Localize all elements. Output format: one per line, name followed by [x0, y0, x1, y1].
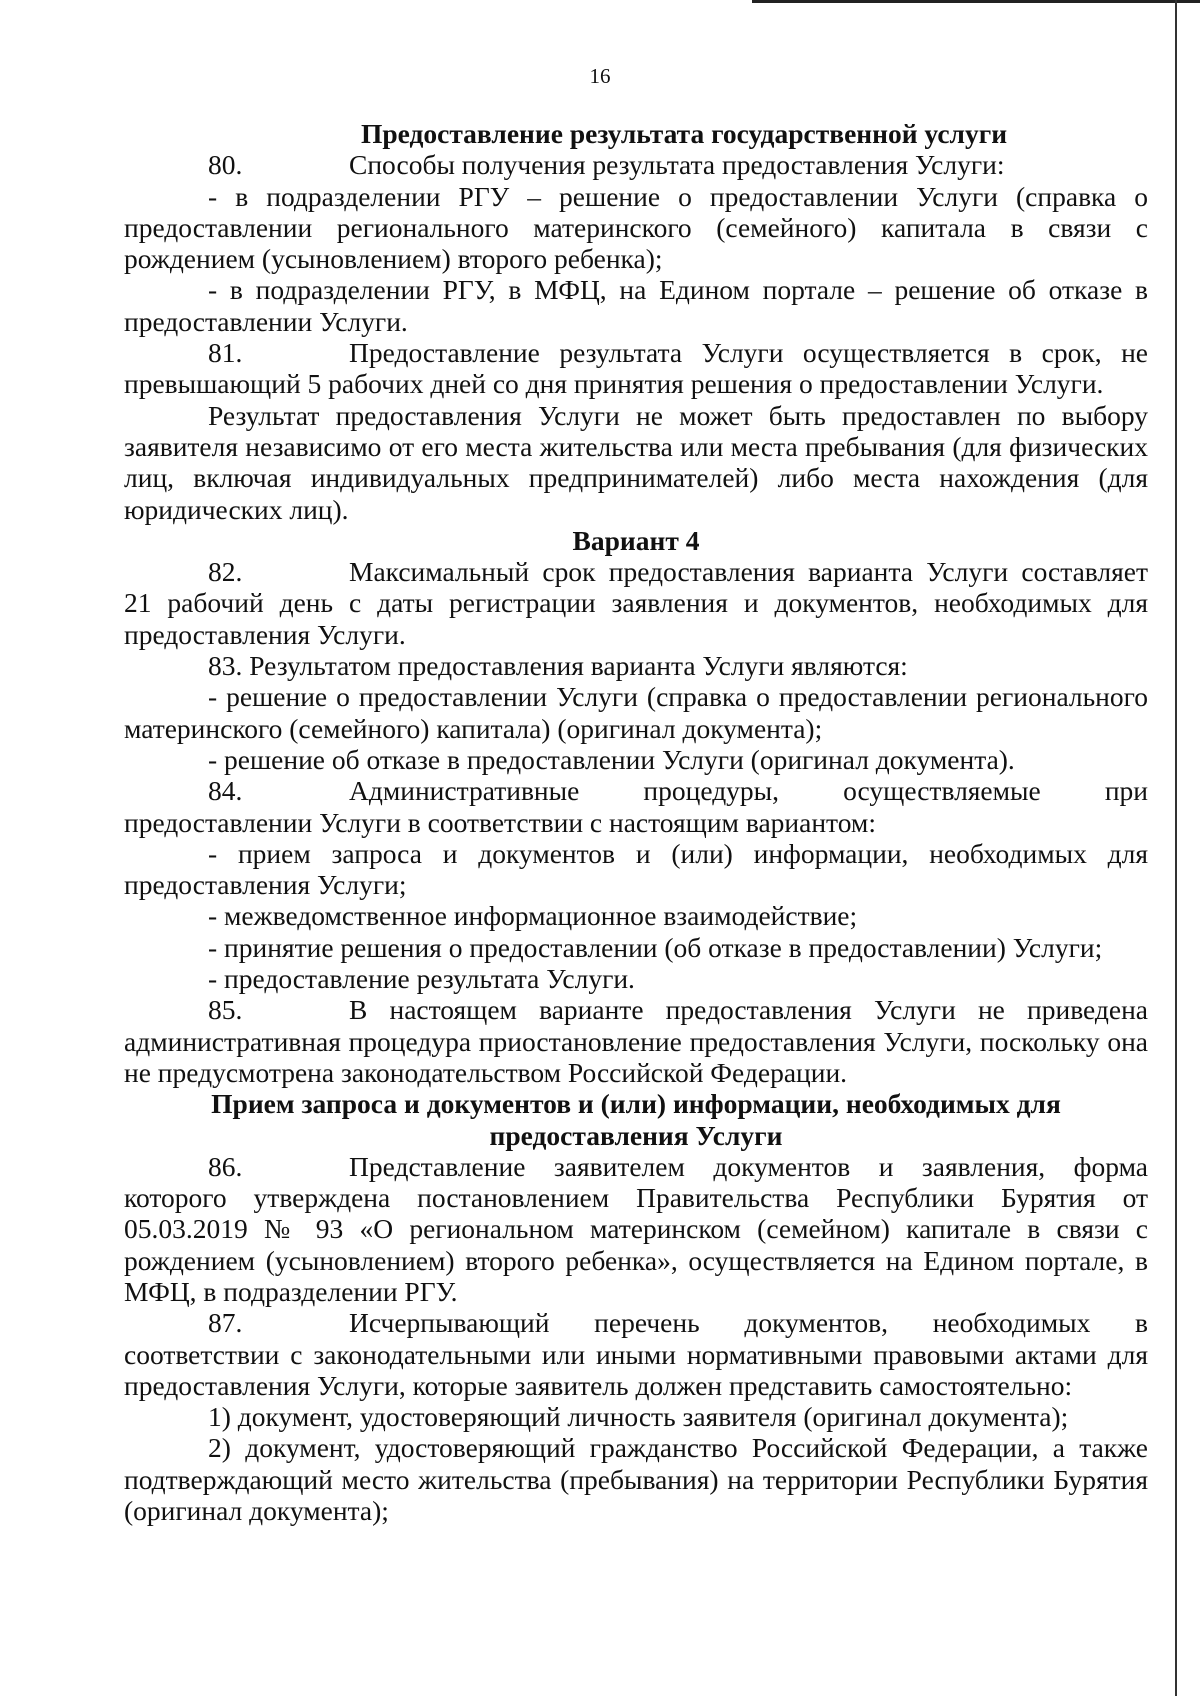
paragraph-number: 86.: [208, 1150, 243, 1182]
paragraph: - предоставление результата Услуги.: [208, 963, 635, 995]
numbered-paragraph: [124, 1307, 1148, 1401]
scan-border-top: [752, 0, 1200, 3]
section-heading: Предоставление результата государственной услуги: [360, 118, 1008, 149]
paragraph: Результат предоставления Услуги не может быть предоставлен по выбору заявителя независимо от его места жительства или места пребывания (для физических лиц, включая индивидуальных предпринимателей) либо места нахождения (для юридических лиц).: [124, 399, 1148, 525]
paragraph: 1) документ, удостоверяющий личность заявителя (оригинал документа);: [208, 1401, 1069, 1433]
paragraph-text: Исчерпывающий перечень документов, необходимых в соответствии с законодательными или иными нормативными правовыми актами для предоставления Услуги, которые заявитель должен представить самостоятельно:: [124, 1307, 1148, 1401]
numbered-paragraph: [124, 775, 1148, 838]
paragraph-text: В настоящем варианте предоставления Услуги не приведена административная процедура приостановление предоставления Услуги, поскольку она не предусмотрена законодательством Российской Федерации.: [124, 994, 1148, 1088]
paragraph-number: 84.: [208, 775, 243, 807]
paragraph: 2) документ, удостоверяющий гражданство Российской Федерации, а также подтверждающий место жительства (пребывания) на территории Республики Бурятия (оригинал документа);: [124, 1432, 1148, 1527]
numbered-paragraph: [124, 337, 1148, 400]
paragraph-number: 81.: [208, 337, 243, 369]
paragraph-text: Способы получения результата предоставления Услуги:: [349, 149, 1005, 181]
paragraph: - межведомственное информационное взаимодействие;: [208, 900, 858, 932]
paragraph: - прием запроса и документов и (или) информации, необходимых для предоставления Услуги;: [124, 837, 1148, 901]
numbered-paragraph: [124, 1151, 1148, 1307]
paragraph-text: Представление заявителем документов и заявления, форма которого утверждена постановлением Правительства Республики Бурятия от 05.03.2019 № 93 «О региональном материнском (семейном) капитале в связи с рождением (усыновлением) второго ребенка», осуществляется на Едином портале, в МФЦ, в подразделении РГУ.: [124, 1150, 1148, 1307]
numbered-paragraph: [124, 994, 1148, 1088]
section-heading: Прием запроса и документов и (или) информации, необходимых для предоставления Услуги: [211, 1088, 1061, 1151]
paragraph-text: Предоставление результата Услуги осуществляется в срок, не превышающий 5 рабочих дней со дня принятия решения о предоставлении Услуги.: [124, 337, 1148, 400]
paragraph-number: 82.: [208, 556, 243, 588]
paragraph: - решение об отказе в предоставлении Услуги (оригинал документа).: [208, 743, 1015, 775]
paragraph-number: 80.: [208, 149, 243, 181]
paragraph-number: 87.: [208, 1307, 243, 1339]
paragraph: - в подразделении РГУ – решение о предоставлении Услуги (справка о предоставлении регионального материнского (семейного) капитала в связи с рождением (усыновлением) второго ребенка);: [124, 180, 1148, 275]
paragraph-text: Максимальный срок предоставления варианта Услуги составляет 21 рабочий день с даты регистрации заявления и документов, необходимых для предоставления Услуги.: [124, 556, 1148, 650]
document-body: [124, 118, 1148, 1526]
paragraph: - решение о предоставлении Услуги (справка о предоставлении регионального материнского (семейного) капитала) (оригинал документа);: [124, 681, 1148, 744]
numbered-paragraph: [124, 556, 1148, 650]
paragraph: 83. Результатом предоставления варианта Услуги являются:: [208, 650, 908, 682]
paragraph-text: Административные процедуры, осуществляемые при предоставлении Услуги в соответствии с настоящим вариантом:: [124, 775, 1148, 838]
scan-border-right: [1175, 0, 1177, 1696]
section-heading: Вариант 4: [572, 524, 700, 556]
numbered-paragraph: [124, 149, 1148, 180]
paragraph: - принятие решения о предоставлении (об отказе в предоставлении) Услуги;: [208, 931, 1103, 963]
paragraph-number: 85.: [208, 994, 243, 1026]
page-number: 16: [589, 64, 611, 88]
paragraph: - в подразделении РГУ, в МФЦ, на Едином портале – решение об отказе в предоставлении Услуги.: [124, 274, 1148, 337]
